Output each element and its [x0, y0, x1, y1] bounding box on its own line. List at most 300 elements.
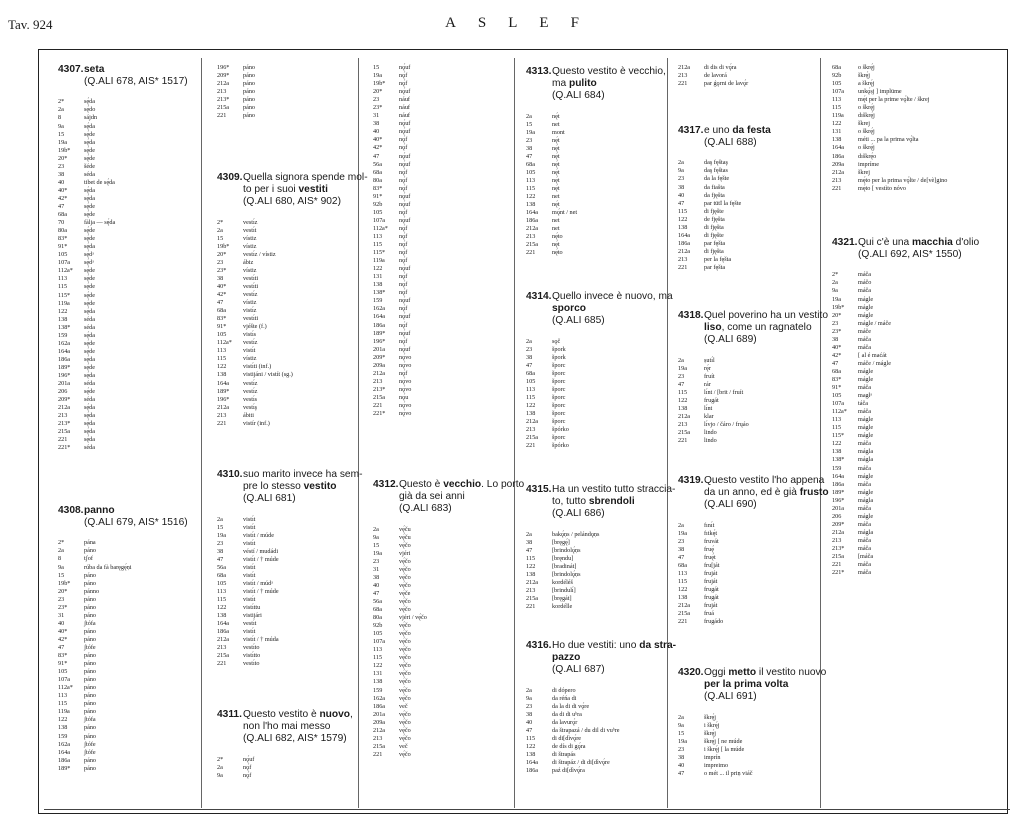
dialect-form: mágle — [858, 432, 874, 440]
survey-point: 83* — [58, 235, 68, 243]
question-text: (Q.ALI 692, AIS* 1550) — [858, 249, 962, 261]
survey-point: 209* — [373, 353, 386, 361]
entry-heading — [217, 469, 363, 506]
response-row — [678, 738, 808, 746]
response-row — [217, 420, 357, 428]
response-row — [373, 646, 508, 654]
survey-point: 196* — [217, 395, 230, 403]
response-row — [373, 338, 508, 346]
dialect-form: ṣutı́l — [704, 356, 715, 364]
response-row — [832, 545, 994, 553]
response-row — [678, 248, 808, 256]
survey-point: 213 — [217, 88, 227, 96]
response-row — [373, 402, 508, 410]
entry-heading — [526, 66, 666, 103]
survey-point: 23* — [832, 327, 842, 335]
dialect-form: vístiz — [243, 234, 257, 242]
response-row — [373, 257, 508, 265]
response-row — [373, 281, 508, 289]
response-row — [373, 410, 508, 418]
survey-point: 122 — [526, 742, 536, 750]
response-row — [217, 283, 357, 291]
dialect-form: šporc — [552, 401, 566, 409]
question-line — [704, 679, 808, 691]
response-row — [678, 770, 808, 778]
response-row — [373, 751, 508, 759]
survey-point: 9a — [678, 167, 684, 175]
dialect-form: vę́čo — [399, 750, 411, 758]
response-row — [373, 153, 508, 161]
dialect-form: šporc — [552, 410, 566, 418]
survey-point: 38 — [678, 753, 685, 761]
dialect-form: páno — [84, 611, 97, 619]
response-list — [678, 64, 808, 88]
question-text: (Q.ALI 681) — [243, 493, 296, 505]
dialect-form: máča — [858, 271, 872, 279]
survey-point: 113 — [373, 646, 383, 654]
response-row — [58, 372, 183, 380]
question-text: (Q.ALI 685) — [552, 315, 605, 327]
survey-point: 115 — [678, 207, 688, 215]
dialect-form: di fjęšte — [704, 207, 724, 215]
dialect-form: mágle — [858, 295, 874, 303]
survey-point: 23 — [526, 136, 533, 144]
question-text: Oggi — [704, 667, 729, 678]
survey-point: 47 — [832, 359, 839, 367]
response-row — [217, 772, 357, 780]
survey-point: 23 — [832, 319, 839, 327]
question-text: pre lo stesso — [243, 481, 304, 493]
response-row — [217, 72, 357, 80]
response-row — [832, 279, 994, 287]
response-row — [217, 540, 357, 548]
response-row — [526, 145, 657, 153]
dialect-form: nǫ́f — [399, 321, 408, 329]
response-row — [678, 224, 808, 232]
survey-point: 19a — [373, 549, 382, 557]
response-row — [58, 741, 183, 749]
response-row — [373, 550, 508, 558]
survey-point: 113 — [526, 385, 536, 393]
survey-point: 115* — [373, 249, 386, 257]
entry-block — [832, 64, 994, 193]
dialect-form: [bręgę́] — [552, 538, 570, 546]
question-line — [704, 322, 812, 334]
question-line — [243, 709, 357, 721]
question-text: Questo vestito è — [243, 709, 320, 720]
question-line — [243, 469, 363, 481]
response-row — [58, 733, 183, 741]
response-row — [373, 169, 508, 177]
survey-point: 212a — [832, 528, 845, 536]
dialect-form: rúba da fà baręgę́ṇi — [84, 563, 132, 571]
dialect-form: fruę́t — [704, 553, 716, 561]
dialect-form: [máča — [858, 553, 874, 561]
survey-point: 115 — [373, 241, 383, 249]
entry-heading — [58, 64, 188, 88]
response-row — [217, 219, 357, 227]
survey-point: 113 — [217, 347, 227, 355]
dialect-form: net — [552, 193, 560, 201]
entry-block — [678, 475, 829, 626]
dialect-form: nǫ́uf — [399, 120, 411, 128]
response-row — [526, 563, 657, 571]
survey-point: 47 — [526, 361, 533, 369]
survey-point: 80a — [373, 176, 382, 184]
dialect-form: vę́čo — [399, 573, 411, 581]
survey-point: 91* — [217, 323, 227, 331]
question-text: to, tutto — [552, 496, 589, 508]
response-row — [58, 123, 183, 131]
dialect-form: vę́čo — [399, 710, 411, 718]
survey-point: 212a — [526, 225, 539, 233]
response-row — [58, 596, 183, 604]
survey-point: 122 — [58, 307, 68, 315]
dialect-form: sę́da — [84, 186, 95, 194]
dialect-form: mágle — [858, 416, 874, 424]
dialect-form: sę́de — [84, 363, 95, 371]
survey-point: 186a — [217, 628, 230, 636]
response-row — [58, 692, 183, 700]
response-row — [832, 505, 994, 513]
survey-point: 119a — [832, 112, 844, 120]
dialect-form: par fęšta — [704, 264, 726, 271]
dialect-form: vistı́t / múde — [243, 531, 274, 539]
response-row — [832, 392, 994, 400]
response-row — [832, 336, 994, 344]
dialect-form: ʃtófe — [84, 740, 96, 748]
dialect-form: páno — [84, 603, 97, 611]
response-row — [373, 64, 508, 72]
response-row — [373, 743, 508, 751]
response-row — [217, 235, 357, 243]
response-row — [217, 660, 357, 668]
response-row — [526, 434, 657, 442]
dialect-form: lı́vjo / čáro / frųáo — [704, 420, 749, 428]
response-row — [526, 378, 657, 386]
survey-point: 115 — [832, 104, 842, 112]
response-row — [217, 64, 357, 72]
dialect-form: daş fęštaş — [704, 159, 728, 167]
survey-point: 47 — [373, 152, 380, 160]
response-row — [526, 354, 657, 362]
response-row — [526, 418, 657, 426]
survey-point: 2* — [217, 755, 224, 763]
dialect-form: [brindolǫ́ṇs — [552, 546, 581, 554]
dialect-form: tibet de sę́da — [84, 178, 115, 186]
survey-point: 47 — [217, 555, 224, 563]
dialect-form: [bręgát] — [552, 594, 572, 602]
survey-point: 2a — [217, 515, 223, 523]
survey-point: 47 — [526, 152, 533, 160]
response-row — [678, 64, 808, 72]
survey-point: 23 — [678, 175, 685, 183]
survey-point: 115 — [678, 388, 688, 396]
response-row — [58, 765, 183, 773]
dialect-form: páno — [84, 692, 97, 700]
dialect-form: vjéšte (f.) — [243, 323, 267, 331]
question-text: (Q.ALI 678, AIS* 1517) — [84, 76, 188, 88]
survey-point: 107a — [58, 676, 71, 684]
dialect-form: vestı́z — [243, 379, 258, 387]
survey-point: 23 — [526, 702, 533, 710]
dialect-form: táča — [858, 400, 868, 408]
question-line — [704, 310, 829, 322]
dialect-form: vístiz — [243, 355, 257, 363]
response-list — [678, 714, 808, 778]
dialect-form: sę́da — [84, 428, 95, 436]
question-text: Questo vestito è vecchio, — [552, 66, 666, 77]
survey-point: 215a — [217, 652, 230, 660]
response-row — [373, 598, 508, 606]
response-row — [58, 114, 183, 122]
response-row — [58, 235, 183, 243]
survey-point: 209a — [373, 361, 386, 369]
response-row — [217, 339, 357, 347]
response-row — [373, 534, 508, 542]
survey-point: 119a — [58, 708, 70, 716]
survey-point: 164a — [832, 472, 845, 480]
question-line — [552, 66, 666, 78]
response-row — [217, 259, 357, 267]
entry-question — [243, 469, 363, 506]
dialect-form: frugádo — [704, 618, 724, 626]
entry-block — [58, 64, 188, 452]
survey-point: 47 — [526, 546, 533, 554]
dialect-form: páno — [84, 595, 97, 603]
dialect-form: frugát — [704, 396, 719, 404]
response-row — [373, 249, 508, 257]
survey-point: 40 — [58, 178, 65, 186]
dialect-form: di fjęšta — [704, 247, 724, 255]
survey-point: 164a — [217, 379, 230, 387]
response-row — [58, 98, 183, 106]
survey-point: 215a — [678, 610, 691, 618]
response-row — [678, 184, 808, 192]
survey-point: 215a — [678, 429, 691, 437]
response-row — [58, 652, 183, 660]
survey-point: 40* — [58, 186, 68, 194]
plate-number: Tav. 924 — [8, 17, 53, 32]
survey-point: 221 — [373, 401, 383, 409]
survey-point: 107a — [58, 259, 71, 267]
survey-point: 221 — [678, 80, 688, 88]
survey-point: 215a — [526, 594, 539, 602]
dialect-form: nǫ́f — [399, 176, 408, 184]
survey-point: 23 — [678, 372, 685, 380]
dialect-form: mágle — [858, 376, 874, 383]
survey-point: 40 — [526, 718, 533, 726]
survey-point: 138 — [373, 281, 383, 289]
response-row — [678, 208, 808, 216]
question-text: (Q.ALI 679, AIS* 1516) — [84, 517, 188, 529]
survey-point: 23 — [58, 595, 65, 603]
dialect-form: mágle — [858, 472, 874, 480]
response-row — [526, 442, 657, 450]
dialect-form: páno — [243, 80, 256, 88]
dialect-form: fruá — [704, 610, 714, 618]
survey-point: 9a — [217, 771, 223, 779]
dialect-form: máča — [858, 480, 872, 488]
survey-point: 19a — [526, 128, 535, 136]
response-row — [58, 708, 183, 716]
question-text: Ho due vestiti: uno — [552, 640, 640, 651]
dialect-form: ábiz — [243, 258, 254, 266]
question-line — [858, 249, 994, 261]
response-row — [526, 394, 657, 402]
dialect-form: nǫ́f — [399, 136, 408, 144]
dialect-form: séda — [84, 170, 95, 178]
dialect-form: nǫ́f — [399, 72, 408, 80]
response-row — [373, 322, 508, 330]
survey-point: 138 — [58, 724, 68, 732]
dialect-form: sę́da — [84, 194, 95, 202]
dialect-form: vę́čo — [399, 678, 411, 686]
survey-point: 112a* — [217, 339, 232, 347]
survey-point: 122 — [526, 193, 536, 201]
response-row — [373, 305, 508, 313]
dialect-form: bakǫ́ṇs / pelándǫṇs — [552, 530, 600, 538]
response-row — [373, 354, 508, 362]
dialect-form: vistı́ti (inf.) — [243, 363, 272, 371]
survey-point: 221 — [678, 437, 688, 445]
question-text: (Q.ALI 682, AIS* 1579) — [243, 733, 347, 745]
dialect-form: par fęšta — [704, 239, 726, 247]
survey-point: 122 — [373, 662, 383, 670]
survey-point: 113 — [58, 275, 68, 283]
survey-point: 42* — [58, 194, 68, 202]
response-row — [217, 88, 357, 96]
dialect-form: nǫ́f — [399, 80, 408, 88]
entry-block — [678, 125, 808, 272]
response-row — [832, 287, 994, 295]
response-row — [678, 602, 808, 610]
survey-point: 131 — [373, 670, 383, 678]
entry-question — [552, 291, 673, 328]
survey-point: 221 — [678, 618, 688, 626]
response-row — [58, 308, 183, 316]
dialect-form: ʃtófa — [84, 619, 96, 627]
dialect-form: vestı́t — [243, 226, 257, 234]
response-row — [58, 636, 183, 644]
survey-point: 213 — [678, 420, 688, 428]
response-row — [373, 614, 508, 622]
response-row — [58, 356, 183, 364]
dialect-form: lindo — [704, 429, 717, 437]
survey-point: 221 — [832, 184, 842, 192]
survey-point: 107a — [832, 88, 845, 96]
question-text: Ha un vestito tutto straccia- — [552, 484, 676, 495]
survey-point: 92b — [373, 622, 383, 630]
dialect-form: ʃtófa — [84, 716, 96, 724]
dialect-form: lindo — [704, 437, 717, 445]
survey-point: 215a — [373, 742, 386, 750]
survey-point: 68a — [832, 367, 841, 375]
survey-point: 2a — [678, 356, 684, 364]
question-text: già da sei anni — [399, 491, 465, 503]
dialect-form: sę́de — [84, 339, 95, 347]
dialect-form: páno — [84, 627, 97, 635]
response-row — [373, 574, 508, 582]
survey-point: 91* — [58, 243, 68, 251]
response-row — [58, 420, 183, 428]
survey-point: 68a — [678, 561, 687, 569]
response-row — [832, 177, 994, 185]
response-row — [832, 161, 994, 169]
dialect-form: kordélle — [552, 603, 573, 611]
response-row — [526, 161, 657, 169]
entry-question — [858, 237, 994, 261]
survey-point: 23 — [58, 162, 65, 170]
survey-point: 38 — [526, 353, 533, 361]
response-row — [526, 555, 657, 563]
response-row — [678, 570, 808, 578]
survey-point: 38 — [526, 144, 533, 152]
response-row — [217, 388, 357, 396]
survey-point: 209a — [373, 718, 386, 726]
survey-point: 105 — [526, 168, 536, 176]
dialect-form: de lavorá — [704, 72, 727, 80]
dialect-form: vę́čo — [399, 630, 411, 638]
survey-point: 15 — [373, 541, 380, 549]
dialect-form: fruvát — [704, 537, 719, 545]
response-row — [526, 201, 657, 209]
response-row — [526, 386, 657, 394]
response-list — [373, 64, 508, 418]
response-row — [217, 756, 357, 764]
dialect-form: fruját — [704, 577, 718, 585]
survey-point: 23* — [217, 266, 227, 274]
dialect-form: sę́de — [84, 203, 95, 210]
response-row — [217, 371, 357, 379]
question-text: ma — [552, 78, 569, 90]
entry-number: 4317. — [678, 125, 704, 136]
dialect-form: nǫ́uf — [399, 200, 411, 208]
dialect-form: škrej — [858, 120, 871, 128]
dialect-form: vjéri — [399, 549, 411, 557]
survey-point: 107a — [373, 638, 386, 646]
response-row — [373, 695, 508, 703]
survey-point: 138 — [217, 371, 227, 379]
survey-point: 19b* — [373, 80, 386, 88]
response-list — [832, 271, 994, 577]
dialect-form: vistı́t — [243, 563, 256, 571]
keyword: sporco — [552, 303, 586, 315]
dialect-form: škrę́j — [704, 713, 717, 721]
survey-point: 47 — [678, 380, 685, 388]
survey-point: 105 — [373, 208, 383, 216]
keyword: macchia — [912, 237, 953, 248]
dialect-form: vístiz — [243, 266, 257, 274]
response-row — [678, 730, 808, 738]
dialect-form: sę́de — [84, 388, 95, 396]
question-text: Quella signora spende mol- — [243, 172, 368, 183]
survey-point: 189* — [58, 764, 71, 772]
dialect-form: nę́to — [552, 233, 563, 241]
survey-point: 164a — [526, 759, 539, 767]
response-row — [832, 424, 994, 432]
question-line — [552, 90, 657, 102]
response-row — [58, 139, 183, 147]
response-row — [58, 749, 183, 757]
survey-point: 159 — [58, 331, 68, 339]
dialect-form: vę́čo — [399, 726, 411, 734]
survey-point: 9a — [832, 287, 838, 295]
dialect-form: sę́da — [84, 355, 95, 363]
response-row — [373, 241, 508, 249]
survey-point: 221 — [832, 561, 842, 569]
entry-block — [373, 64, 508, 418]
